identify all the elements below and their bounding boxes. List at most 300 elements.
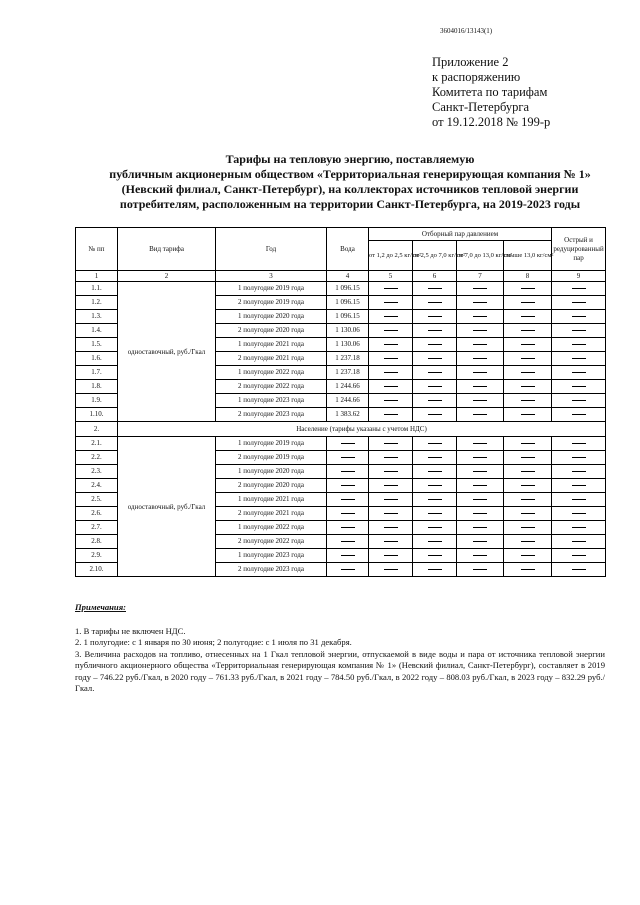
dash-mark	[521, 555, 535, 556]
empty-value-cell	[413, 465, 457, 479]
dash-mark	[572, 344, 586, 345]
note-item: 2. 1 полугодие: с 1 января по 30 июня; 2 полугодие: с 1 июля по 31 декабря.	[75, 637, 352, 647]
empty-value-cell	[327, 465, 369, 479]
empty-value-cell	[413, 324, 457, 338]
water-value-cell: 1 130.06	[327, 338, 369, 352]
empty-value-cell	[504, 465, 552, 479]
header-year: Год	[216, 228, 327, 271]
dash-mark	[473, 302, 487, 303]
empty-value-cell	[369, 549, 413, 563]
empty-value-cell	[504, 521, 552, 535]
dash-mark	[428, 288, 442, 289]
empty-value-cell	[413, 394, 457, 408]
empty-value-cell	[457, 507, 504, 521]
dash-mark	[521, 288, 535, 289]
dash-mark	[521, 471, 535, 472]
dash-mark	[428, 443, 442, 444]
dash-mark	[384, 457, 398, 458]
period-cell: 2 полугодие 2022 года	[216, 380, 327, 394]
empty-value-cell	[552, 507, 606, 521]
empty-value-cell	[413, 338, 457, 352]
dash-mark	[428, 386, 442, 387]
dash-mark	[521, 443, 535, 444]
empty-value-cell	[552, 352, 606, 366]
dash-mark	[473, 386, 487, 387]
note-item: 1. В тарифы не включен НДС.	[75, 625, 186, 636]
dash-mark	[384, 499, 398, 500]
row-number: 1.4.	[76, 324, 118, 338]
tariff-type-cell: одноставочный, руб./Гкал	[118, 437, 216, 577]
appendix-line: от 19.12.2018 № 199-р	[432, 115, 551, 129]
empty-value-cell	[457, 451, 504, 465]
document-number: 3604016/13143(1)	[440, 27, 493, 35]
dash-mark	[384, 288, 398, 289]
dash-mark	[572, 443, 586, 444]
dash-mark	[572, 414, 586, 415]
appendix-header	[432, 55, 550, 130]
dash-mark	[384, 386, 398, 387]
dash-mark	[572, 499, 586, 500]
period-cell: 1 полугодие 2020 года	[216, 465, 327, 479]
dash-mark	[428, 569, 442, 570]
empty-value-cell	[413, 408, 457, 422]
dash-mark	[341, 457, 355, 458]
empty-value-cell	[552, 465, 606, 479]
dash-mark	[428, 330, 442, 331]
empty-value-cell	[457, 535, 504, 549]
dash-mark	[384, 569, 398, 570]
empty-value-cell	[457, 479, 504, 493]
period-cell: 2 полугодие 2019 года	[216, 451, 327, 465]
empty-value-cell	[552, 549, 606, 563]
dash-mark	[473, 414, 487, 415]
empty-value-cell	[327, 493, 369, 507]
empty-value-cell	[504, 451, 552, 465]
empty-value-cell	[504, 352, 552, 366]
dash-mark	[428, 358, 442, 359]
row-number: 2.2.	[76, 451, 118, 465]
dash-mark	[521, 527, 535, 528]
empty-value-cell	[413, 507, 457, 521]
col-number: 2	[118, 271, 216, 282]
dash-mark	[473, 499, 487, 500]
empty-value-cell	[457, 324, 504, 338]
dash-mark	[521, 569, 535, 570]
period-cell: 1 полугодие 2023 года	[216, 549, 327, 563]
empty-value-cell	[369, 310, 413, 324]
dash-mark	[572, 386, 586, 387]
water-value-cell: 1 244.66	[327, 394, 369, 408]
dash-mark	[428, 499, 442, 500]
row-number: 2.8.	[76, 535, 118, 549]
empty-value-cell	[413, 563, 457, 577]
empty-value-cell	[369, 521, 413, 535]
dash-mark	[428, 414, 442, 415]
period-cell: 2 полугодие 2023 года	[216, 408, 327, 422]
col-number: 3	[216, 271, 327, 282]
empty-value-cell	[413, 380, 457, 394]
header-type: Вид тарифа	[118, 228, 216, 271]
title-line: публичным акционерным обществом «Территориальная генерирующая компания № 1»	[109, 167, 591, 181]
section-label: Население (тарифы указаны с учетом НДС)	[118, 422, 606, 437]
empty-value-cell	[457, 521, 504, 535]
dash-mark	[521, 457, 535, 458]
water-value-cell: 1 096.15	[327, 296, 369, 310]
period-cell: 2 полугодие 2021 года	[216, 507, 327, 521]
period-cell: 2 полугодие 2019 года	[216, 296, 327, 310]
empty-value-cell	[457, 549, 504, 563]
dash-mark	[572, 527, 586, 528]
tariffs-table	[75, 227, 606, 577]
empty-value-cell	[457, 282, 504, 296]
empty-value-cell	[369, 408, 413, 422]
dash-mark	[341, 569, 355, 570]
dash-mark	[473, 471, 487, 472]
dash-mark	[572, 358, 586, 359]
dash-mark	[572, 541, 586, 542]
dash-mark	[384, 316, 398, 317]
document-title	[70, 152, 630, 212]
row-number: 2.9.	[76, 549, 118, 563]
empty-value-cell	[504, 310, 552, 324]
empty-value-cell	[413, 352, 457, 366]
dash-mark	[428, 527, 442, 528]
empty-value-cell	[552, 380, 606, 394]
empty-value-cell	[369, 352, 413, 366]
col-number: 1	[76, 271, 118, 282]
col-number: 7	[457, 271, 504, 282]
empty-value-cell	[369, 338, 413, 352]
empty-value-cell	[413, 366, 457, 380]
appendix-line: Комитета по тарифам	[432, 85, 548, 99]
dash-mark	[473, 457, 487, 458]
empty-value-cell	[413, 437, 457, 451]
empty-value-cell	[457, 563, 504, 577]
dash-mark	[341, 527, 355, 528]
dash-mark	[384, 372, 398, 373]
empty-value-cell	[457, 310, 504, 324]
period-cell: 1 полугодие 2019 года	[216, 282, 327, 296]
empty-value-cell	[504, 366, 552, 380]
empty-value-cell	[369, 296, 413, 310]
empty-value-cell	[369, 479, 413, 493]
dash-mark	[521, 499, 535, 500]
empty-value-cell	[552, 282, 606, 296]
dash-mark	[384, 485, 398, 486]
period-cell: 1 полугодие 2020 года	[216, 310, 327, 324]
empty-value-cell	[369, 451, 413, 465]
dash-mark	[521, 316, 535, 317]
row-number: 2.7.	[76, 521, 118, 535]
dash-mark	[341, 541, 355, 542]
column-numbers-row	[76, 271, 606, 282]
col-number: 9	[552, 271, 606, 282]
title-line: (Невский филиал, Санкт-Петербург), на коллекторах источников тепловой энергии	[121, 182, 579, 196]
period-cell: 2 полугодие 2021 года	[216, 352, 327, 366]
period-cell: 1 полугодие 2022 года	[216, 521, 327, 535]
col-number: 5	[369, 271, 413, 282]
header-steam-group: Отборный пар давлением	[369, 228, 552, 241]
empty-value-cell	[504, 296, 552, 310]
row-number: 2.6.	[76, 507, 118, 521]
empty-value-cell	[457, 465, 504, 479]
empty-value-cell	[369, 380, 413, 394]
dash-mark	[341, 513, 355, 514]
dash-mark	[572, 471, 586, 472]
dash-mark	[428, 372, 442, 373]
dash-mark	[384, 358, 398, 359]
empty-value-cell	[457, 352, 504, 366]
period-cell: 1 полугодие 2021 года	[216, 493, 327, 507]
dash-mark	[384, 471, 398, 472]
row-number: 1.9.	[76, 394, 118, 408]
dash-mark	[473, 555, 487, 556]
water-value-cell: 1 383.62	[327, 408, 369, 422]
header-steam-3: от 7,0 до 13,0 кг/см²	[457, 241, 504, 271]
empty-value-cell	[504, 507, 552, 521]
appendix-line: Приложение 2	[432, 55, 509, 69]
empty-value-cell	[504, 493, 552, 507]
section-row	[76, 422, 606, 437]
empty-value-cell	[504, 380, 552, 394]
empty-value-cell	[457, 380, 504, 394]
dash-mark	[384, 330, 398, 331]
appendix-line: Санкт-Петербурга	[432, 100, 530, 114]
empty-value-cell	[327, 451, 369, 465]
dash-mark	[572, 302, 586, 303]
period-cell: 2 полугодие 2023 года	[216, 563, 327, 577]
empty-value-cell	[552, 451, 606, 465]
row-number: 1.5.	[76, 338, 118, 352]
dash-mark	[572, 400, 586, 401]
dash-mark	[473, 344, 487, 345]
dash-mark	[341, 485, 355, 486]
empty-value-cell	[413, 479, 457, 493]
dash-mark	[473, 288, 487, 289]
dash-mark	[572, 457, 586, 458]
row-number: 2.1.	[76, 437, 118, 451]
dash-mark	[572, 485, 586, 486]
row-number: 2.10.	[76, 563, 118, 577]
empty-value-cell	[552, 535, 606, 549]
dash-mark	[428, 485, 442, 486]
dash-mark	[572, 555, 586, 556]
dash-mark	[572, 569, 586, 570]
empty-value-cell	[504, 408, 552, 422]
row-number: 2.5.	[76, 493, 118, 507]
empty-value-cell	[457, 493, 504, 507]
empty-value-cell	[369, 465, 413, 479]
period-cell: 2 полугодие 2020 года	[216, 324, 327, 338]
header-steam-1: от 1,2 до 2,5 кг/см²	[369, 241, 413, 271]
dash-mark	[428, 555, 442, 556]
empty-value-cell	[327, 437, 369, 451]
empty-value-cell	[552, 521, 606, 535]
empty-value-cell	[327, 521, 369, 535]
dash-mark	[521, 386, 535, 387]
dash-mark	[384, 555, 398, 556]
water-value-cell: 1 237.18	[327, 352, 369, 366]
row-number: 1.3.	[76, 310, 118, 324]
dash-mark	[428, 457, 442, 458]
empty-value-cell	[552, 479, 606, 493]
empty-value-cell	[369, 493, 413, 507]
empty-value-cell	[552, 394, 606, 408]
row-number: 1.6.	[76, 352, 118, 366]
dash-mark	[341, 471, 355, 472]
empty-value-cell	[552, 296, 606, 310]
dash-mark	[473, 372, 487, 373]
empty-value-cell	[504, 282, 552, 296]
row-number: 1.10.	[76, 408, 118, 422]
dash-mark	[473, 569, 487, 570]
dash-mark	[341, 499, 355, 500]
period-cell: 1 полугодие 2019 года	[216, 437, 327, 451]
water-value-cell: 1 096.15	[327, 310, 369, 324]
dash-mark	[428, 316, 442, 317]
row-number: 2.4.	[76, 479, 118, 493]
empty-value-cell	[457, 338, 504, 352]
dash-mark	[473, 400, 487, 401]
dash-mark	[384, 414, 398, 415]
empty-value-cell	[504, 394, 552, 408]
dash-mark	[521, 358, 535, 359]
dash-mark	[428, 541, 442, 542]
header-water: Вода	[327, 228, 369, 271]
section-number: 2.	[76, 422, 118, 437]
dash-mark	[384, 443, 398, 444]
empty-value-cell	[504, 338, 552, 352]
dash-mark	[521, 541, 535, 542]
dash-mark	[473, 527, 487, 528]
empty-value-cell	[327, 507, 369, 521]
row-number: 1.2.	[76, 296, 118, 310]
empty-value-cell	[413, 535, 457, 549]
empty-value-cell	[369, 535, 413, 549]
empty-value-cell	[369, 394, 413, 408]
dash-mark	[521, 414, 535, 415]
empty-value-cell	[552, 324, 606, 338]
dash-mark	[521, 330, 535, 331]
empty-value-cell	[504, 563, 552, 577]
header-steam-4: свыше 13,0 кг/см²	[504, 241, 552, 271]
empty-value-cell	[457, 394, 504, 408]
dash-mark	[341, 555, 355, 556]
water-value-cell: 1 237.18	[327, 366, 369, 380]
dash-mark	[473, 485, 487, 486]
col-number: 8	[504, 271, 552, 282]
dash-mark	[521, 485, 535, 486]
empty-value-cell	[552, 338, 606, 352]
dash-mark	[428, 400, 442, 401]
empty-value-cell	[552, 310, 606, 324]
empty-value-cell	[369, 324, 413, 338]
header-steam-2: от 2,5 до 7,0 кг/см²	[413, 241, 457, 271]
dash-mark	[384, 513, 398, 514]
empty-value-cell	[457, 437, 504, 451]
dash-mark	[521, 400, 535, 401]
dash-mark	[521, 302, 535, 303]
dash-mark	[473, 541, 487, 542]
header-sharp-steam: Острый и редуцированный пар	[552, 228, 606, 271]
col-number: 4	[327, 271, 369, 282]
dash-mark	[473, 513, 487, 514]
period-cell: 2 полугодие 2022 года	[216, 535, 327, 549]
table-row	[76, 282, 606, 296]
water-value-cell: 1 130.06	[327, 324, 369, 338]
dash-mark	[384, 527, 398, 528]
empty-value-cell	[552, 437, 606, 451]
empty-value-cell	[552, 366, 606, 380]
empty-value-cell	[413, 451, 457, 465]
empty-value-cell	[552, 563, 606, 577]
dash-mark	[572, 288, 586, 289]
empty-value-cell	[327, 479, 369, 493]
title-line: Тарифы на тепловую энергию, поставляемую	[225, 152, 475, 166]
row-number: 2.3.	[76, 465, 118, 479]
title-line: потребителям, расположенным на территории Санкт-Петербурга, на 2019-2023 годы	[119, 197, 581, 211]
dash-mark	[572, 316, 586, 317]
dash-mark	[521, 513, 535, 514]
table-row	[76, 437, 606, 451]
dash-mark	[341, 443, 355, 444]
empty-value-cell	[552, 408, 606, 422]
empty-value-cell	[369, 282, 413, 296]
dash-mark	[572, 513, 586, 514]
empty-value-cell	[413, 521, 457, 535]
water-value-cell: 1 096.15	[327, 282, 369, 296]
dash-mark	[384, 400, 398, 401]
empty-value-cell	[457, 366, 504, 380]
dash-mark	[521, 344, 535, 345]
row-number: 1.7.	[76, 366, 118, 380]
empty-value-cell	[369, 563, 413, 577]
empty-value-cell	[413, 296, 457, 310]
tariff-type-cell: одноставочный, руб./Гкал	[118, 282, 216, 422]
dash-mark	[473, 330, 487, 331]
empty-value-cell	[504, 324, 552, 338]
period-cell: 1 полугодие 2023 года	[216, 394, 327, 408]
dash-mark	[473, 443, 487, 444]
empty-value-cell	[504, 437, 552, 451]
period-cell: 1 полугодие 2022 года	[216, 366, 327, 380]
row-number: 1.8.	[76, 380, 118, 394]
header-num: № пп	[76, 228, 118, 271]
notes-title: Примечания:	[75, 602, 126, 612]
empty-value-cell	[327, 549, 369, 563]
empty-value-cell	[504, 479, 552, 493]
dash-mark	[384, 541, 398, 542]
empty-value-cell	[369, 437, 413, 451]
water-value-cell: 1 244.66	[327, 380, 369, 394]
dash-mark	[428, 344, 442, 345]
row-number: 1.1.	[76, 282, 118, 296]
period-cell: 2 полугодие 2020 года	[216, 479, 327, 493]
empty-value-cell	[504, 549, 552, 563]
dash-mark	[428, 302, 442, 303]
dash-mark	[521, 372, 535, 373]
empty-value-cell	[504, 535, 552, 549]
dash-mark	[473, 358, 487, 359]
col-number: 6	[413, 271, 457, 282]
dash-mark	[428, 513, 442, 514]
empty-value-cell	[327, 535, 369, 549]
note-item: 3. Величина расходов на топливо, отнесенных на 1 Гкал тепловой энергии, отпускаемой в виде воды и пара от источника тепловой энергии публичного акционерного общества «Территориальная генерирующая компания № 1» (Невский филиал, Санкт-Петербург), составляет в 2019 году – 746.22 руб./Гкал, в 2020 году – 761.33 руб./Гкал, в 2021 году – 784.50 руб./Гкал, в 2022 году – 808.03 руб./Гкал, в 2023 году – 832.29 руб./Гкал.	[75, 648, 605, 693]
empty-value-cell	[369, 366, 413, 380]
empty-value-cell	[369, 507, 413, 521]
empty-value-cell	[552, 493, 606, 507]
dash-mark	[384, 344, 398, 345]
